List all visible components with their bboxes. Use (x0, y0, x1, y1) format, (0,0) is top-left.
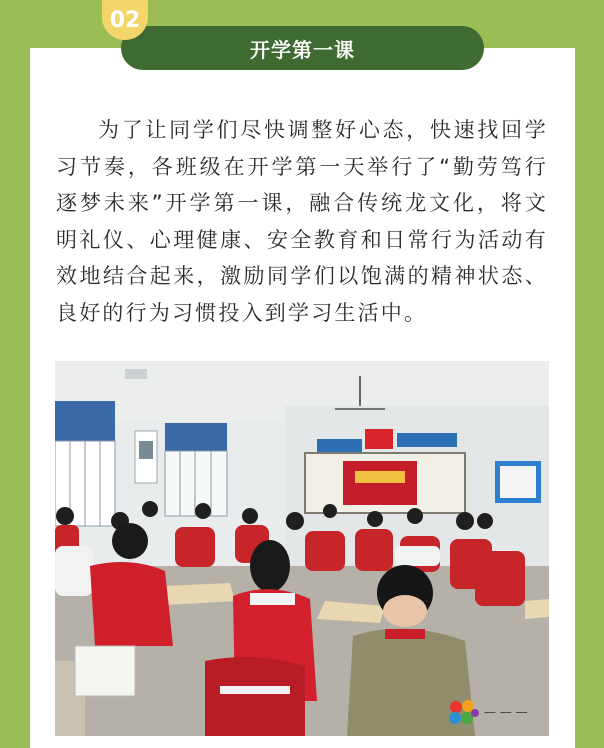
section-title: 开学第一课 (250, 37, 355, 62)
section-title-bar (121, 26, 484, 70)
section-number-badge: 02 (102, 0, 148, 40)
school-watermark-text: — — — (484, 705, 528, 719)
article-paragraph: 为了让同学们尽快调整好心态，快速找回学习节奏，各班级在开学第一天举行了“勤劳笃行 逐梦未来”开学第一课，融合传统龙文化，将文明礼仪、心理健康、安全教育和日常行为活动有效地结合起来，激励同学们以饱满的精神状态、良好的行为习惯投入到学习生活中。 (56, 118, 548, 325)
school-watermark (446, 697, 596, 727)
school-logo-icon (446, 697, 480, 727)
classroom-illustration (55, 361, 549, 736)
classroom-photo (55, 361, 549, 736)
